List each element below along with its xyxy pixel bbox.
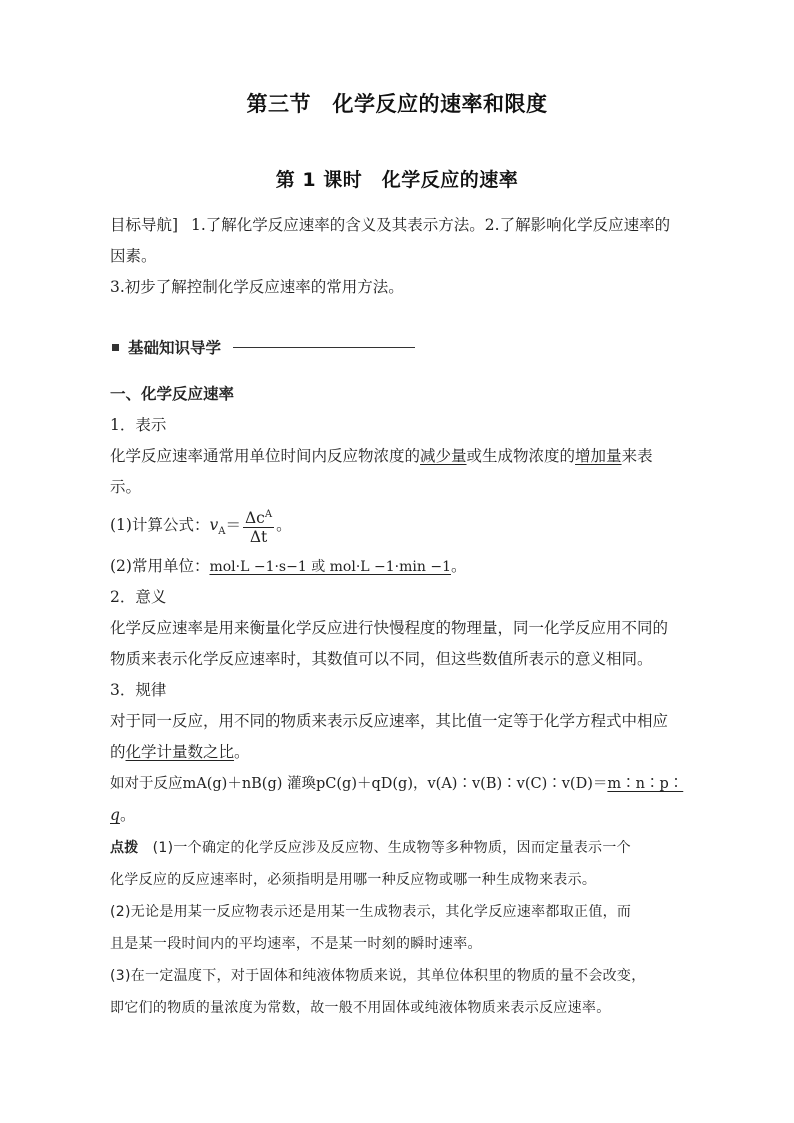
section-rule [233,347,415,348]
s2-line-1: 化学反应速率是用来衡量化学反应进行快慢程度的物理量，同一化学反应用不同的 [110,619,669,637]
unit-line [110,555,467,578]
ratio-answer-q: q [110,806,120,824]
note-label: 点拨 [110,840,139,856]
note-line-4: 且是某一段时间内的平均速率，不是某一时刻的瞬时速率。 [110,936,482,952]
s3-line-3 [110,773,683,795]
formula-eq: ＝ [225,516,241,535]
formula-num-text: Δc [244,509,265,528]
s3-text-b: 。 [234,743,250,761]
s2-line-2: 物质来表示化学反应速率时，其数值可以不同，但这些数值所表示的意义相同。 [110,650,653,668]
lesson-subtitle: 第 1 课时 化学反应的速率 [275,169,519,191]
s2-heading: 2．意义 [110,588,167,606]
formula-end: 。 [276,516,292,535]
note-line-3: (2)无论是用某一反应物表示还是用某一生成物表示，其化学反应速率都取正值，而 [110,904,632,920]
s1-line-1 [110,445,653,467]
note-text-1: (1)一个确定的化学反应涉及反应物、生成物等多种物质，因而定量表示一个 [152,840,631,856]
note-line-5: (3)在一定温度下，对于固体和纯液体物质来说，其单位体积里的物质的量不会改变， [110,968,646,984]
note-line-6: 即它们的物质的量浓度为常数，故一般不用固体或纯液体物质来表示反应速率。 [110,1000,611,1016]
goal-text-1: 1.了解化学反应速率的含义及其表示方法。2.了解影响化学反应速率的 [191,216,671,234]
s3-line-2 [110,741,250,763]
formula-v-sub: A [218,526,226,538]
s3-line-1: 对于同一反应，用不同的物质来表示反应速率，其比值一定等于化学方程式中相应 [110,712,669,730]
s3-line-4 [110,804,135,826]
formula-line [110,506,292,546]
note-line-1 [110,837,631,859]
s1-text-b: 或生成物浓度的 [466,447,576,465]
ratio-answer: m∶n∶p∶ [607,776,684,792]
formula-num-sup: A [264,509,273,520]
reaction-equation: mA(g)＋nB(g) 灌瑍pC(g)＋qD(g)，v(A)∶v(B)∶v(C)∶v(D)＝ [182,776,608,792]
s3-text-a: 的 [110,743,126,761]
term-decrease: 减少量 [420,447,467,465]
term-ratio: 化学计量数之比 [125,743,235,761]
square-bullet-icon [112,344,119,351]
section-header [112,336,415,358]
s3-example-label: 如对于反应 [110,776,183,792]
goal-label: 目标导航] [110,216,179,234]
formula-numerator [243,506,274,528]
unit-label: (2)常用单位： [110,557,210,575]
part1-heading: 一、化学反应速率 [110,385,235,403]
s1-text-a: 化学反应速率通常用单位时间内反应物浓度的 [110,447,421,465]
goal-line-3: 3.初步了解控制化学反应速率的常用方法。 [110,278,404,296]
unit-value: mol·L −1·s−1 或 mol·L −1·min −1 [209,559,451,575]
formula-label: (1)计算公式： [110,516,210,535]
formula-denominator: Δt [249,528,268,547]
unit-end: 。 [450,557,467,575]
term-increase: 增加量 [575,447,622,465]
s3-heading: 3．规律 [110,681,167,699]
section-label: 基础知识导学 [128,339,222,357]
goal-line-1 [110,214,670,236]
s1-line-2: 示。 [110,478,142,496]
formula-v: v [209,516,219,535]
s1-heading: 1．表示 [110,416,167,434]
s3-end: 。 [119,806,136,824]
note-line-2: 化学反应的反应速率时，必须指明是用哪一种反应物或哪一种生成物来表示。 [110,872,597,888]
goal-line-2: 因素。 [110,247,157,265]
page-title: 第三节 化学反应的速率和限度 [246,92,548,116]
s1-text-c: 来表 [621,447,653,465]
formula-fraction [243,506,274,546]
